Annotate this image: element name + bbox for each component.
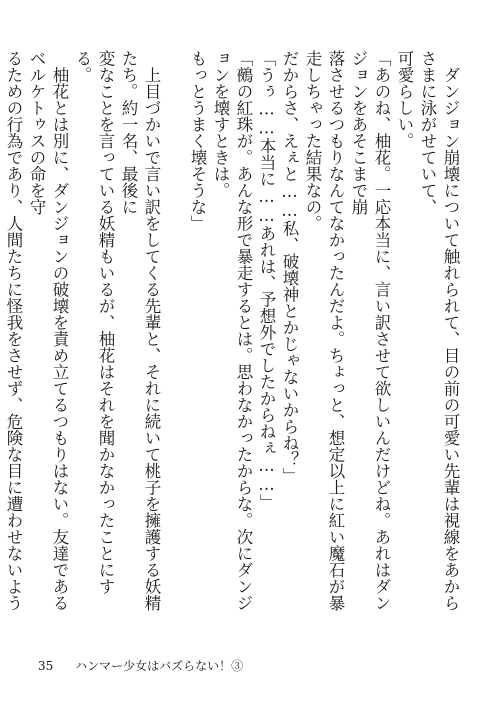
book-title: ハンマー少女はバズらない！③	[75, 659, 244, 673]
text-line: だからさ、えぇと……私、破壊神とかじゃないからね？」	[280, 50, 299, 484]
text-line: 「うぅ……本当に……あれは、予想外でしたからねぇ……」	[257, 50, 276, 511]
text-line: 柚花とは別に、ダンジョンの破壊を責め立てるつもりはない。友達であるベルケトゥスの命を守	[27, 50, 69, 611]
text-line: るための行為であり、人間たちに怪我をさせず、危険な目に遭わせないよう	[4, 50, 23, 611]
page-footer	[38, 657, 243, 674]
text-line: ダンジョン崩壊について触れられて、目の前の可愛い先輩は視線をあからさまに泳がせていて、	[418, 50, 460, 611]
text-line: 「鵺の紅珠が。あんな形で暴走するとは。思わなかったからな。次にダンジョンを壊すときは。	[211, 50, 253, 611]
text-line: 落させるつもりなんてなかったんだよ。ちょっと、想定以上に紅い魔石が暴走しちゃった結果なの。	[303, 50, 345, 611]
blank-line	[163, 50, 186, 618]
page-number: 35	[38, 659, 54, 673]
text-line: 「あのね、柚花。一応本当に、言い訳させて欲しいんだけどね。あれはダンジョンをあそこまで崩	[349, 50, 391, 611]
body-text	[4, 50, 462, 618]
text-line: もっとうまく壊そうな」	[188, 50, 207, 232]
text-line: 可愛らしい。	[395, 50, 414, 149]
text-line: 変なことを言っている妖精もいるが、柚花はそれを聞かなかったことにする。	[73, 50, 115, 595]
text-line: 上目づかいで言い訳をしてくる先輩と、それに続いて桃子を擁護する妖精たち。約一名、最後に	[119, 50, 161, 611]
